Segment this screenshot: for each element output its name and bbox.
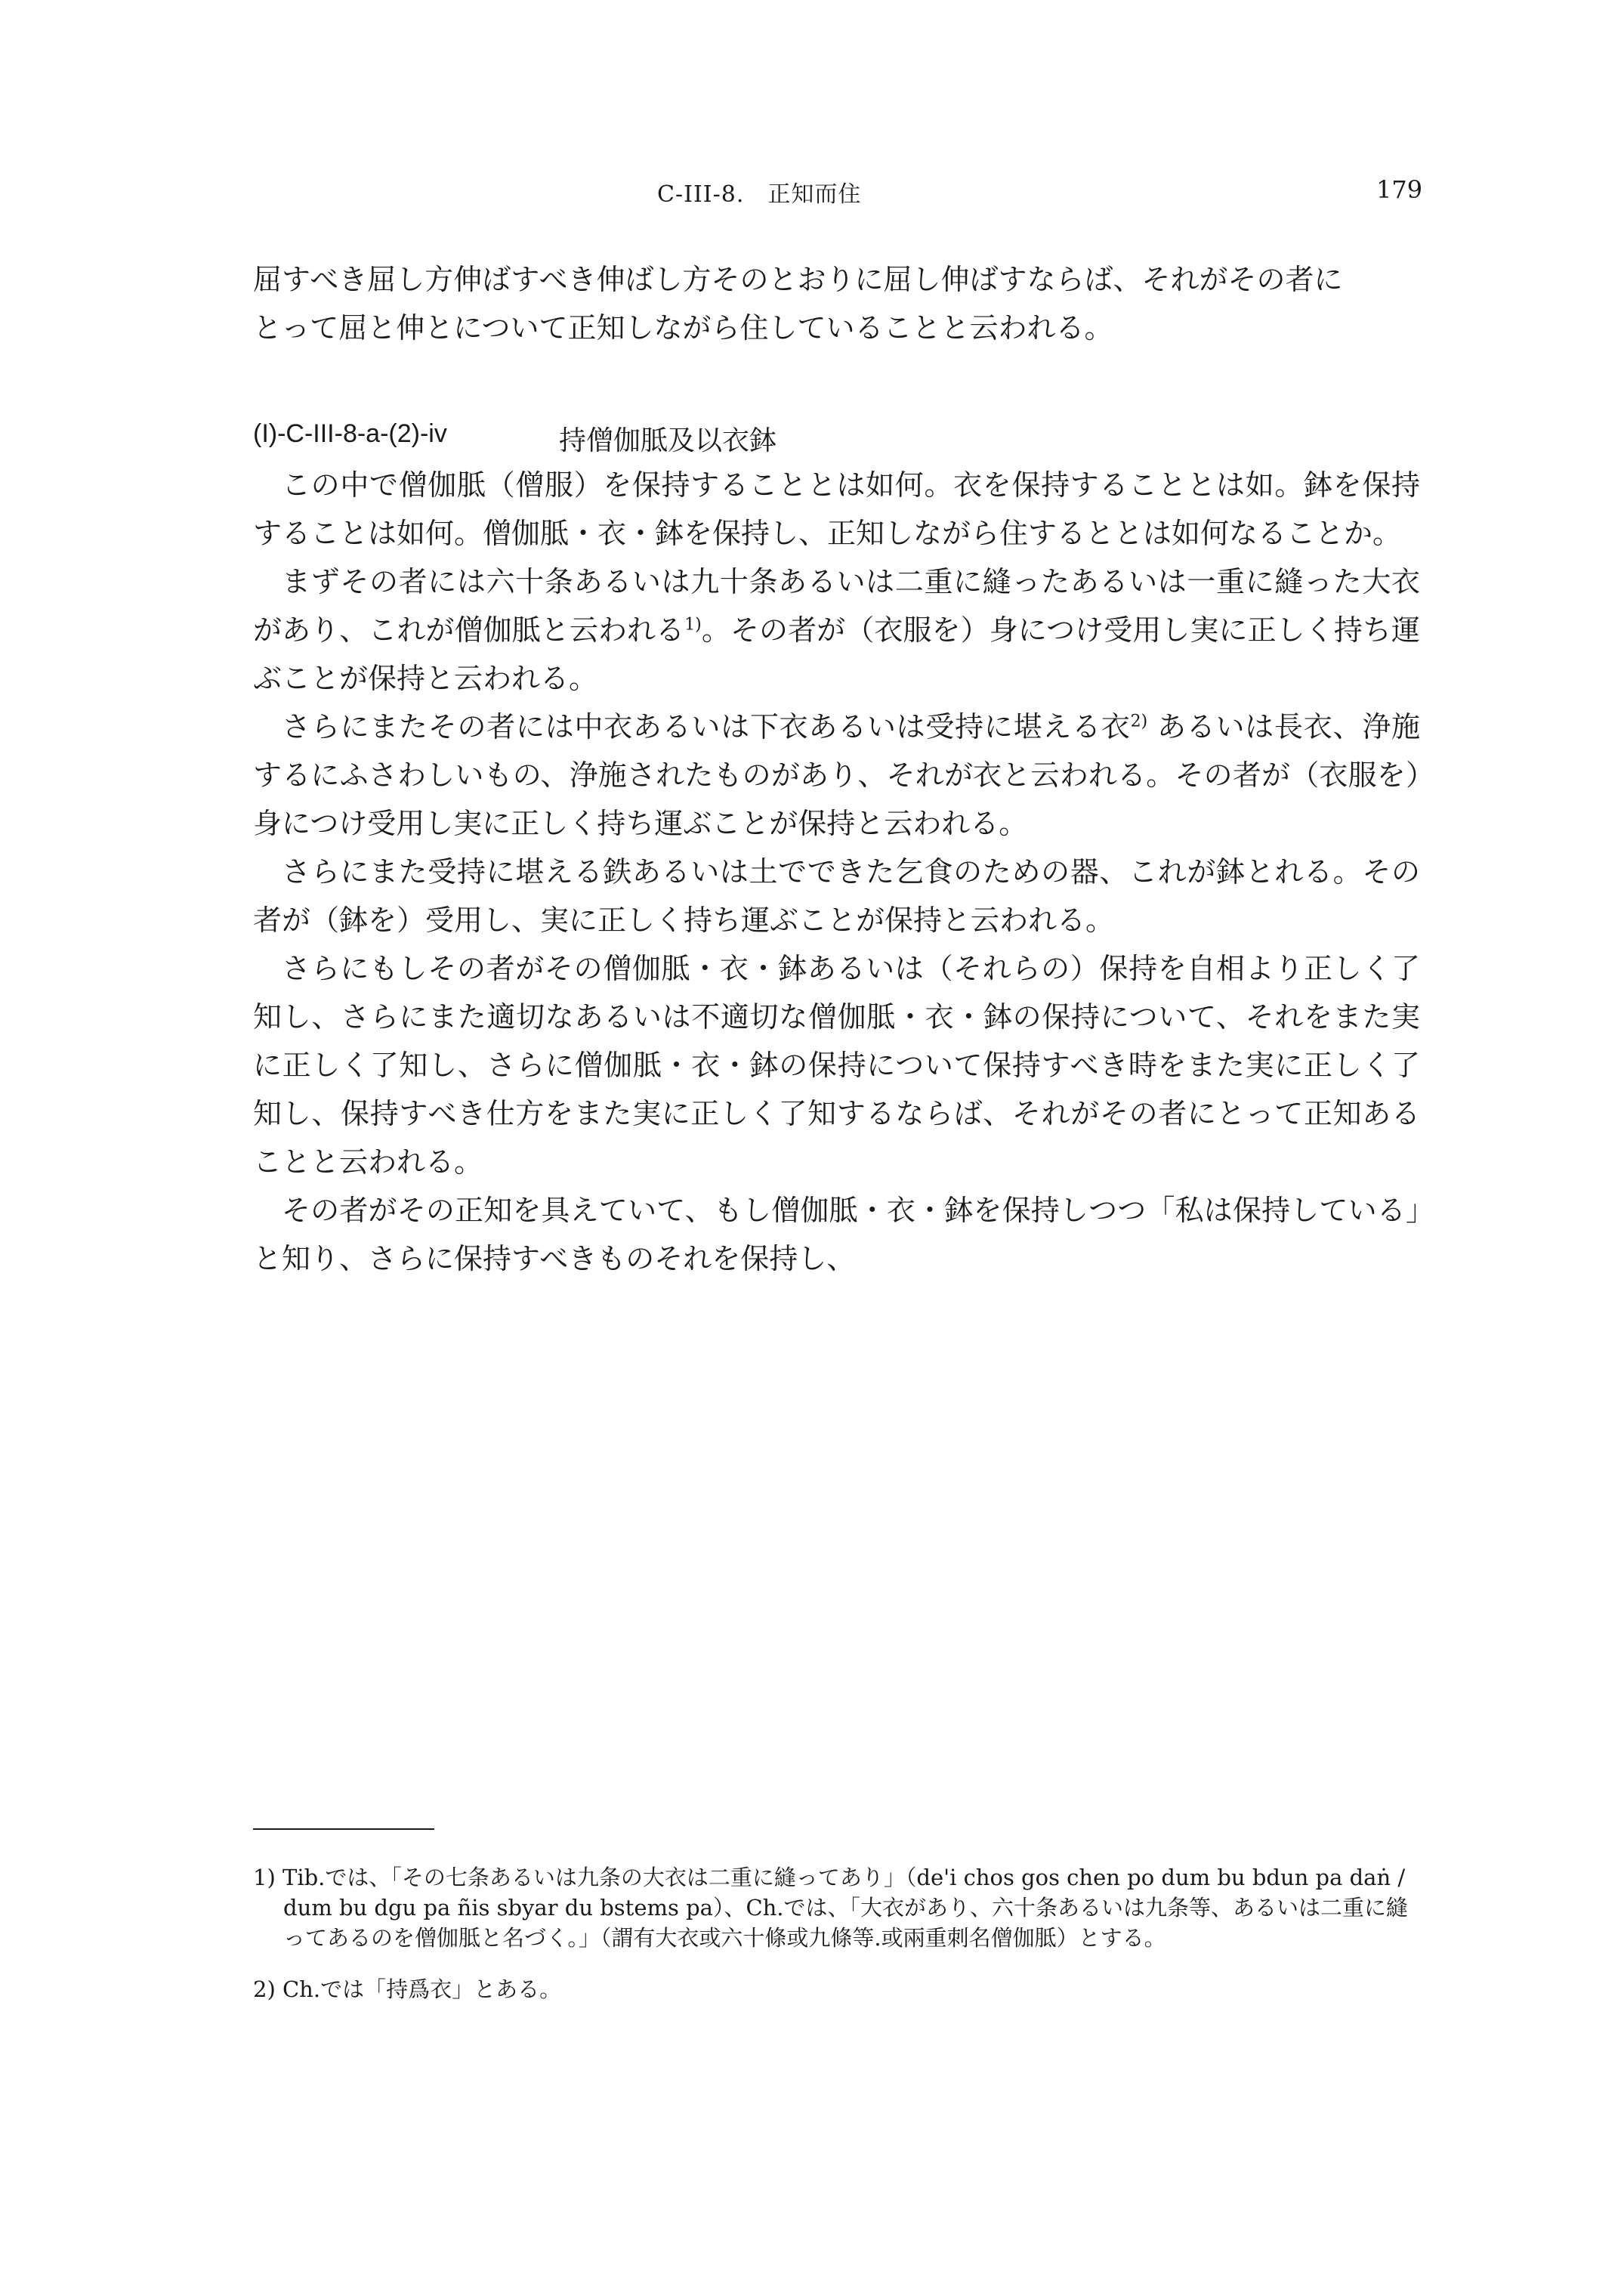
footnote-label: 2) [253,1976,276,2002]
footnote-text: Ch.では「持爲衣」とある。 [282,1976,562,2002]
paragraph: その者がその正知を具えていて、もし僧伽胝・衣・鉢を保持しつつ「私は保持している」と知り、さらに保持すべきものそれを保持し、 [253,1194,1420,1275]
footnote [253,1862,1420,1953]
paragraph [253,703,1420,848]
paragraph: この中で僧伽胝（僧服）を保持することとは如何。衣を保持することとは如。鉢を保持することは如何。僧伽胝・衣・鉢を保持し、正知しながら住するととは如何なることか。 [253,468,1420,550]
paragraph: さらにまた受持に堪える鉄あるいは土でできた乞食のための器、これが鉢とれる。その者が（鉢を）受用し、実に正しく持ち運ぶことが保持と云われる。 [253,855,1420,937]
main-text [253,461,1420,1283]
paragraph-text: あるいは長衣、浄施するにふさわしいもの、浄施されたものがあり、それが衣と云われる。その者が（衣服を）身につけ受用し実に正しく持ち運ぶことが保持と云われる。 [253,710,1420,840]
intro-line-1: 屈すべき屈し方伸ばすべき伸ばし方そのとおりに屈し伸ばすならば、それがその者に [253,263,1343,296]
paragraph [253,558,1420,703]
footnote-label: 1) [253,1865,276,1890]
intro-paragraph [253,255,1420,352]
footnotes [253,1862,1420,2026]
section-title: 持僧伽胝及以衣鉢 [559,425,777,456]
footnote [253,1974,1420,2004]
paragraph-text: まずその者には六十条あるいは九十条あるいは二重に縫ったあるいは一重に縫った大衣があり、これが僧伽胝と云われる [253,565,1420,647]
page-number: 179 [1376,175,1423,204]
footnote-ref: 1) [684,615,702,635]
intro-line-2: とって屈と伸とについて正知しながら住していることと云われる。 [253,311,1113,345]
paragraph-text: さらにまたその者には中衣あるいは下衣あるいは受持に堪える衣 [282,710,1131,743]
footnote-text: Tib.では、「その七条あるいは九条の大衣は二重に縫ってあり」（de'i chos gos chen po dum bu bdun pa daṅ / dum bu dgu pa ñis sbyar du bstems pa）、Ch.では、「大衣があり、六十条あるいは九条等、あるいは二重に縫ってあるのを僧伽胝と名づく。」（謂有大衣或六十條或九條等.或兩重刺名僧伽胝）とする。 [282,1865,1409,1951]
section-number: (I)-C-III-8-a-(2)-iv [253,419,447,448]
footnote-divider [253,1828,434,1830]
paragraph: さらにもしその者がその僧伽胝・衣・鉢あるいは（それらの）保持を自相より正しく了知し、さらにまた適切なあるいは不適切な僧伽胝・衣・鉢の保持について、それをまた実に正しく了知し、さらに僧伽胝・衣・鉢の保持について保持すべき時をまた実に正しく了知し、保持すべき仕方をまた実に正しく了知するならば、それがその者にとって正知あることと云われる。 [253,952,1420,1179]
running-head: C-III-8. 正知而住 [657,181,862,208]
footnote-ref: 2) [1130,712,1148,731]
paragraph-text: 。その者が（衣服を）身につけ受用し実に正しく持ち運ぶことが保持と云われる。 [253,613,1420,695]
